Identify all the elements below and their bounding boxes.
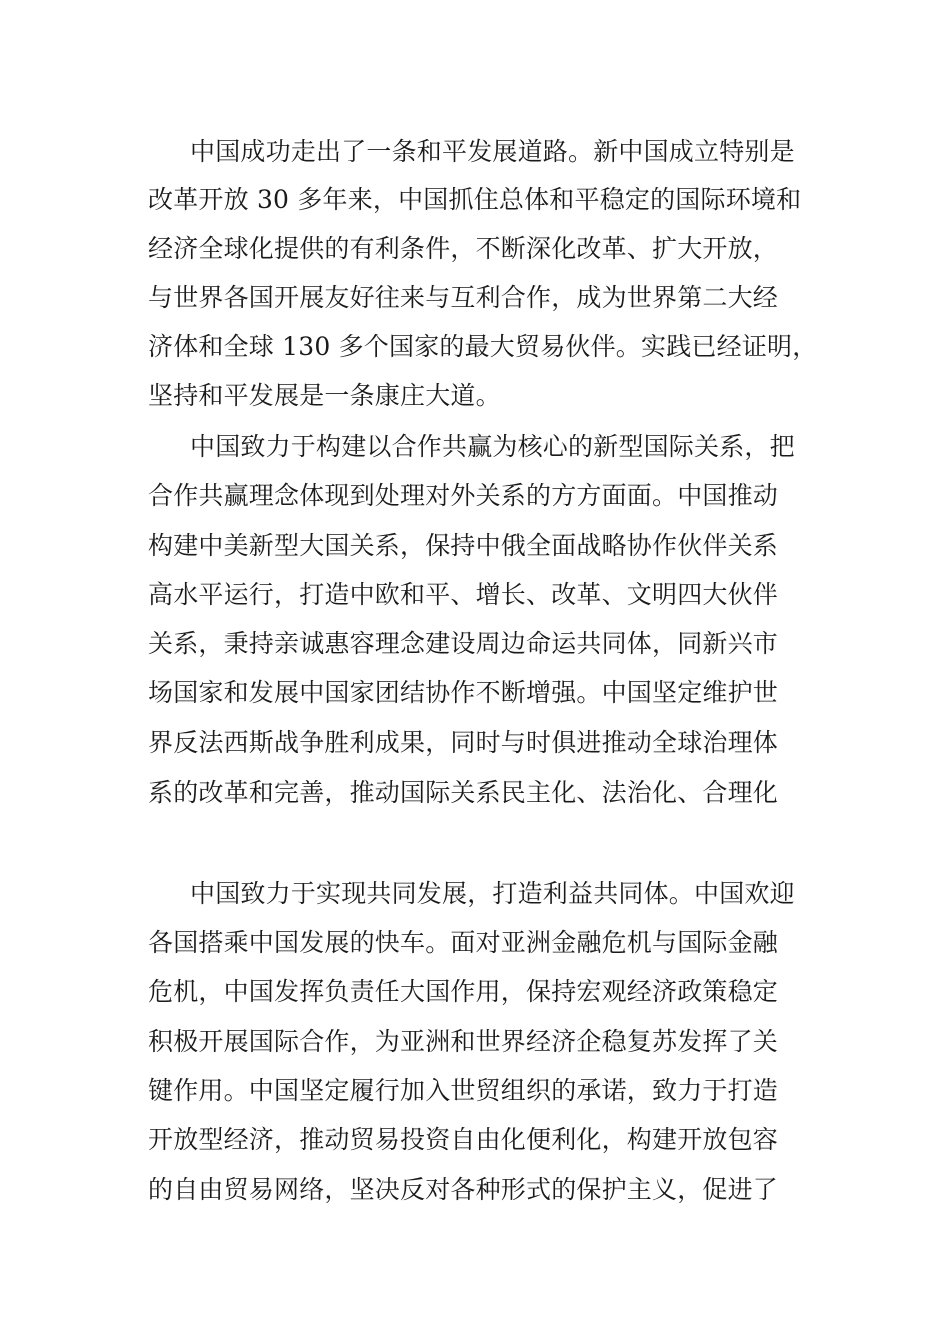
paragraph-3-line-6: 开放型经济，推动贸易投资自由化便利化，构建开放包容 (148, 1125, 779, 1154)
paragraph-2-line-7: 界反法西斯战争胜利成果，同时与时俱进推动全球治理体 (148, 728, 779, 757)
paragraph-3-line-3: 危机，中国发挥负责任大国作用，保持宏观经济政策稳定 (148, 977, 779, 1006)
paragraph-2-line-4: 高水平运行，打造中欧和平、增长、改革、文明四大伙伴 (148, 580, 779, 609)
paragraph-2-line-5: 关系，秉持亲诚惠容理念建设周边命运共同体，同新兴市 (148, 629, 779, 658)
paragraph-2-line-6: 场国家和发展中国家团结协作不断增强。中国坚定维护世 (148, 678, 779, 707)
paragraph-1-line-3: 经济全球化提供的有利条件，不断深化改革、扩大开放， (148, 234, 779, 263)
paragraph-1-line-5: 济体和全球 130 多个国家的最大贸易伙伴。实践已经证明， (148, 332, 818, 361)
paragraph-2-line-2: 合作共赢理念体现到处理对外关系的方方面面。中国推动 (148, 481, 779, 510)
paragraph-3-line-4: 积极开展国际合作，为亚洲和世界经济企稳复苏发挥了关 (148, 1027, 779, 1056)
paragraph-1-line-6: 坚持和平发展是一条康庄大道。 (148, 381, 501, 410)
paragraph-2-line-1: 中国致力于构建以合作共赢为核心的新型国际关系，把 (190, 432, 795, 461)
paragraph-2-line-3: 构建中美新型大国关系，保持中俄全面战略协作伙伴关系 (148, 531, 779, 560)
paragraph-1-line-1: 中国成功走出了一条和平发展道路。新中国成立特别是 (190, 137, 795, 166)
paragraph-3-line-5: 键作用。中国坚定履行加入世贸组织的承诺，致力于打造 (148, 1076, 779, 1105)
paragraph-3-line-7: 的自由贸易网络，坚决反对各种形式的保护主义，促进了 (148, 1175, 779, 1204)
paragraph-2-line-8: 系的改革和完善，推动国际关系民主化、法治化、合理化 (148, 778, 779, 807)
paragraph-1-line-2: 改革开放 30 多年来，中国抓住总体和平稳定的国际环境和 (148, 185, 802, 214)
paragraph-3-line-1: 中国致力于实现共同发展，打造利益共同体。中国欢迎 (190, 879, 795, 908)
paragraph-1-line-4: 与世界各国开展友好往来与互利合作，成为世界第二大经 (148, 283, 779, 312)
paragraph-3-line-2: 各国搭乘中国发展的快车。面对亚洲金融危机与国际金融 (148, 928, 779, 957)
